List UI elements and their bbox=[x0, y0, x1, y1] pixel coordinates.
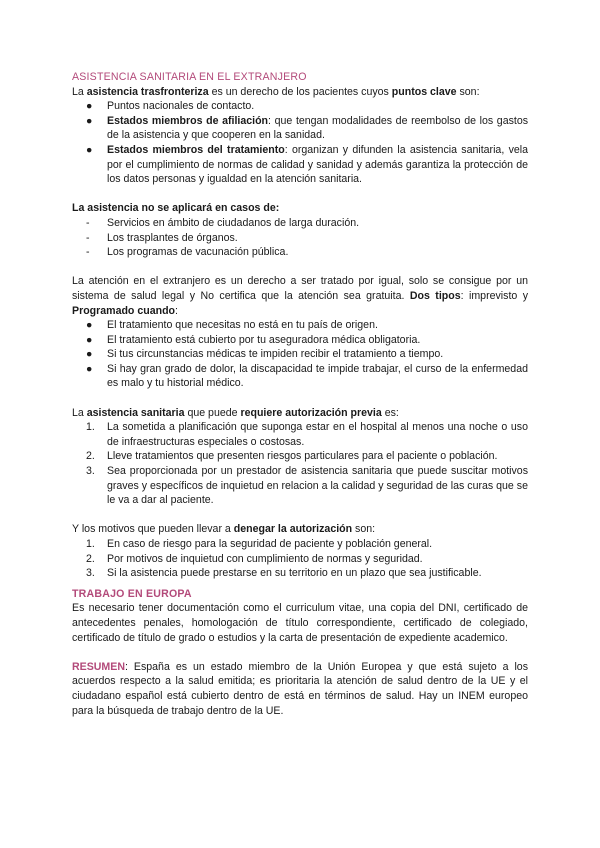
list-item: ● Si hay gran grado de dolor, la discapacidad te impide trabajar, el curso de la enfermedad es malo y tu historial médico. bbox=[86, 362, 528, 390]
autorizacion-list bbox=[72, 420, 528, 508]
number-marker: 3. bbox=[86, 567, 95, 580]
no-aplica-title: La asistencia no se aplicará en casos de: bbox=[72, 202, 280, 215]
autorizacion-paragraph: La asistencia sanitaria que puede requiere autorización previa es: bbox=[72, 406, 399, 419]
intro-paragraph: La asistencia trasfronteriza es un derecho de los pacientes cuyos puntos clave son: bbox=[72, 85, 480, 98]
atencion-paragraph: La atención en el extranjero es un derecho a ser tratado por igual, solo se consigue por un sistema de salud legal y No certifica que la atención sea gratuita. Dos tipos: imprevisto y Programado cuando: bbox=[72, 275, 529, 317]
list-item: - Los trasplantes de órganos. bbox=[86, 231, 238, 244]
list-item: ● Si tus circunstancias médicas te impiden recibir el tratamiento a tiempo. bbox=[86, 348, 444, 361]
dash-marker: - bbox=[86, 216, 90, 229]
dash-marker: - bbox=[86, 231, 90, 244]
number-marker: 1. bbox=[86, 421, 95, 434]
list-item: - Servicios en ámbito de ciudadanos de larga duración. bbox=[86, 216, 360, 229]
number-marker: 1. bbox=[86, 538, 95, 550]
list-item: ● Puntos nacionales de contacto. bbox=[86, 100, 255, 113]
bullet-marker: ● bbox=[86, 143, 93, 156]
denegar-paragraph: Y los motivos que pueden llevar a denegar la autorización son: bbox=[72, 523, 376, 536]
list-item: - Los programas de vacunación pública. bbox=[86, 246, 289, 259]
bullet-marker: ● bbox=[86, 333, 93, 346]
bullet-marker: ● bbox=[86, 114, 93, 127]
trabajo-paragraph: Es necesario tener documentación como el curriculum vitae, una copia del DNI, certificado de antecedentes penales, homologación de título correspondiente, certificado de colegiado, certificado de título de grado o estudios y la carta de presentación de expediente academico. bbox=[72, 602, 528, 644]
resumen-paragraph: RESUMEN: España es un estado miembro de la Unión Europea y que está sujeto a los acuerdos respecto a la salud emitida; es prioritaria la atención de salud dentro de la UE y el ciudadano español está cubierto dentro de está en términos de salud. Hay un INEM europeo para la búsqueda de trabajo dentro de la UE. bbox=[72, 660, 528, 717]
list-item: ● Estados miembros de afiliación: que tengan modalidades de reembolso de los gastos de la asistencia y que cooperen en la sanidad. bbox=[86, 114, 529, 142]
list-item: 1. La sometida a planificación que suponga estar en el hospital al menos una noche o uso de infraestructuras especiales o costosas. bbox=[86, 421, 528, 448]
denegar-list bbox=[72, 537, 528, 581]
list-item: 3. Si la asistencia puede prestarse en su territorio en un plazo que sea justificable. bbox=[86, 567, 482, 580]
programado-list bbox=[72, 318, 528, 391]
list-item: 3. Sea proporcionada por un prestador de asistencia sanitaria que puede suscitar motivos graves y específicos de inquietud en relacion a la calidad y seguridad de las curas que se le va a dar al paciente. bbox=[86, 465, 528, 507]
bullet-marker: ● bbox=[86, 100, 93, 113]
bullet-marker: ● bbox=[86, 348, 93, 361]
number-marker: 3. bbox=[86, 465, 95, 478]
section-heading-asistencia: ASISTENCIA SANITARIA EN EL EXTRANJERO bbox=[72, 71, 307, 83]
list-item: ● El tratamiento está cubierto por tu aseguradora médica obligatoria. bbox=[86, 333, 421, 346]
puntos-clave-list bbox=[72, 99, 528, 187]
list-item: 2. Lleve tratamientos que presenten riesgos particulares para el paciente o población. bbox=[86, 450, 498, 463]
number-marker: 2. bbox=[86, 552, 95, 565]
list-item: ● El tratamiento que necesitas no está en tu país de origen. bbox=[86, 319, 378, 332]
document-page bbox=[72, 70, 528, 718]
bullet-marker: ● bbox=[86, 362, 93, 375]
bullet-marker: ● bbox=[86, 319, 93, 332]
dash-marker: - bbox=[86, 246, 90, 259]
number-marker: 2. bbox=[86, 450, 95, 463]
list-item: 1. En caso de riesgo para la seguridad de paciente y población general. bbox=[86, 538, 433, 550]
resumen-label: RESUMEN bbox=[72, 660, 125, 673]
no-aplica-list bbox=[72, 216, 528, 260]
list-item: ● Estados miembros del tratamiento: organizan y difunden la asistencia sanitaria, vela por el cumplimiento de normas de calidad y sanidad y además garantiza la protección de los datos personas y igualdad en la atención sanitaria. bbox=[86, 143, 528, 186]
section-heading-trabajo: TRABAJO EN EUROPA bbox=[72, 587, 192, 600]
list-item: 2. Por motivos de inquietud con cumplimiento de normas y seguridad. bbox=[86, 552, 423, 565]
